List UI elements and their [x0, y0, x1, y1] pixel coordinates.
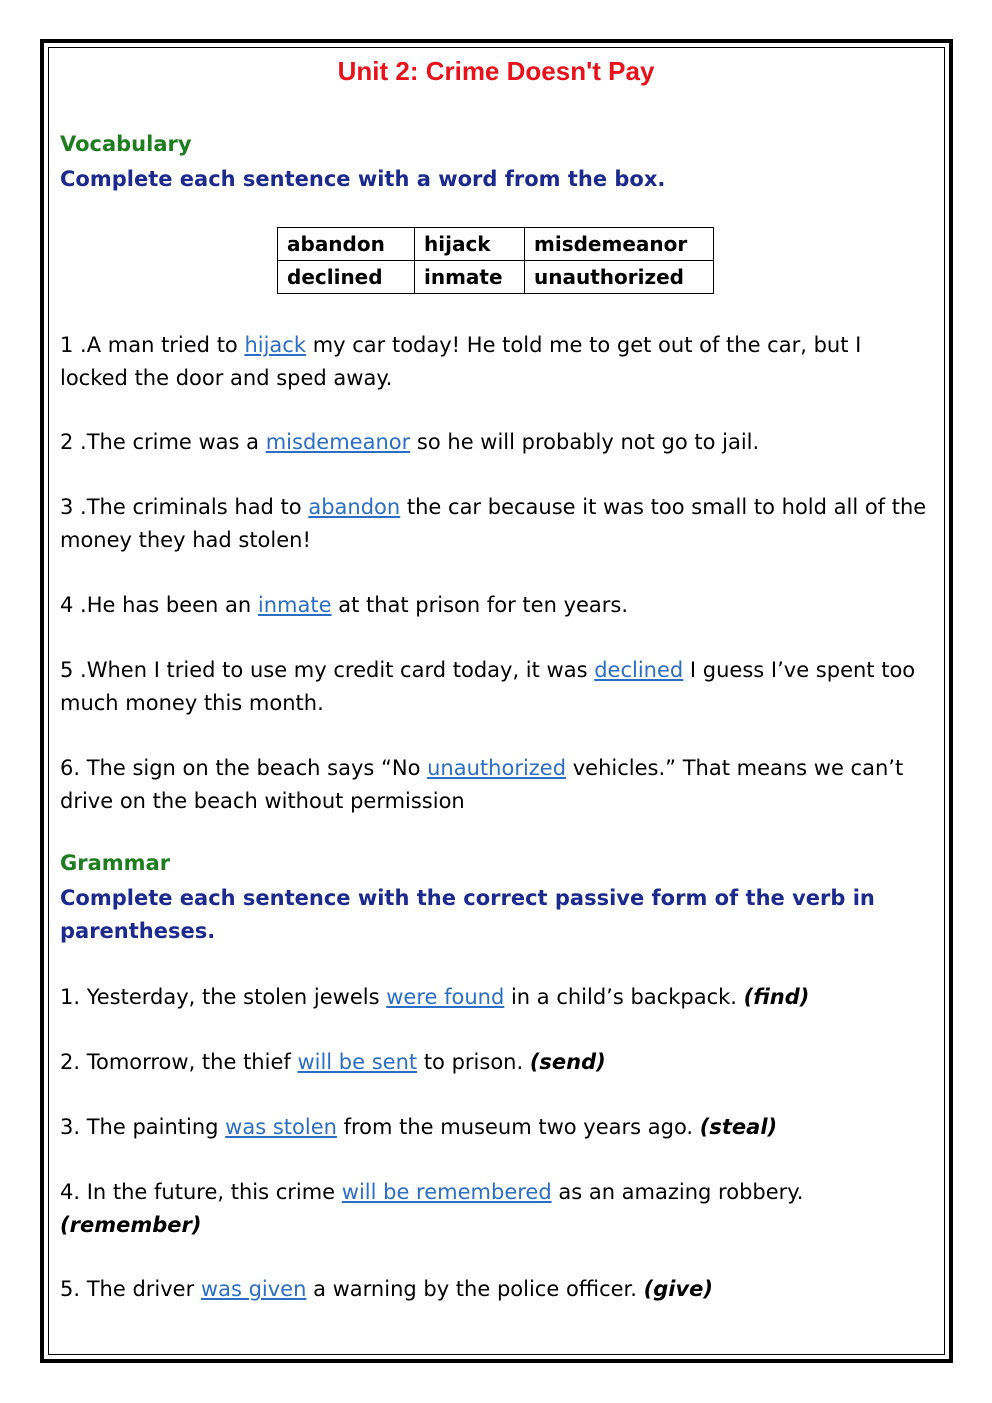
- vocab-answer-1: hijack: [244, 333, 307, 357]
- vocab-answer-4: inmate: [257, 593, 332, 617]
- grammar-answer-4: will be remembered: [341, 1180, 552, 1204]
- vocab-sentence-4: 4 .He has been an inmate at that prison for ten years.: [60, 593, 629, 617]
- word-box-cell: misdemeanor: [525, 228, 714, 261]
- vocab-sentence-6: 6. The sign on the beach says “No unauthorized vehicles.” That means we can’t drive on the beach without permission: [60, 756, 904, 813]
- grammar-answer-3: was stolen: [225, 1115, 337, 1139]
- vocabulary-heading: Vocabulary: [60, 132, 192, 156]
- vocab-answer-5: declined: [594, 658, 684, 682]
- grammar-sentence-4: 4. In the future, this crime will be remembered as an amazing robbery. (remember): [60, 1180, 804, 1237]
- word-box-cell: hijack: [415, 228, 525, 261]
- vocabulary-instruction: Complete each sentence with a word from the box.: [60, 167, 666, 191]
- verb-hint: (remember): [60, 1213, 202, 1237]
- word-box-row: [278, 228, 714, 261]
- page-title: Unit 2: Crime Doesn't Pay: [337, 56, 655, 86]
- vocab-sentence-2: 2 .The crime was a misdemeanor so he will probably not go to jail.: [60, 430, 760, 454]
- vocab-sentence-3: 3 .The criminals had to abandon the car because it was too small to hold all of the money they had stolen!: [60, 495, 927, 552]
- verb-hint: (find): [743, 985, 810, 1009]
- vocab-answer-2: misdemeanor: [265, 430, 411, 454]
- grammar-heading: Grammar: [60, 851, 171, 875]
- grammar-sentence-1: 1. Yesterday, the stolen jewels were found in a child’s backpack. (find): [60, 985, 810, 1009]
- word-box-row: [278, 261, 714, 294]
- verb-hint: (steal): [699, 1115, 778, 1139]
- grammar-answer-1: were found: [386, 985, 505, 1009]
- verb-hint: (send): [529, 1050, 606, 1074]
- verb-hint: (give): [643, 1277, 713, 1301]
- vocab-answer-3: abandon: [308, 495, 401, 519]
- grammar-sentence-2: 2. Tomorrow, the thief will be sent to prison. (send): [60, 1050, 606, 1074]
- vocab-answer-6: unauthorized: [427, 756, 567, 780]
- vocab-sentence-5: 5 .When I tried to use my credit card today, it was declined I guess I’ve spent too much money this month.: [60, 658, 916, 715]
- word-box-cell: abandon: [278, 228, 415, 261]
- grammar-instruction: Complete each sentence with the correct passive form of the verb in parentheses.: [60, 886, 875, 943]
- word-box-cell: declined: [278, 261, 415, 294]
- grammar-answer-2: will be sent: [297, 1050, 418, 1074]
- grammar-sentence-5: 5. The driver was given a warning by the police officer. (give): [60, 1277, 713, 1301]
- vocab-sentence-1: 1 .A man tried to hijack my car today! He told me to get out of the car, but I locked the door and sped away.: [60, 333, 862, 390]
- word-box-cell: unauthorized: [525, 261, 714, 294]
- word-box-cell: inmate: [415, 261, 525, 294]
- grammar-sentence-3: 3. The painting was stolen from the museum two years ago. (steal): [60, 1115, 778, 1139]
- grammar-answer-5: was given: [200, 1277, 307, 1301]
- word-box: [277, 227, 714, 294]
